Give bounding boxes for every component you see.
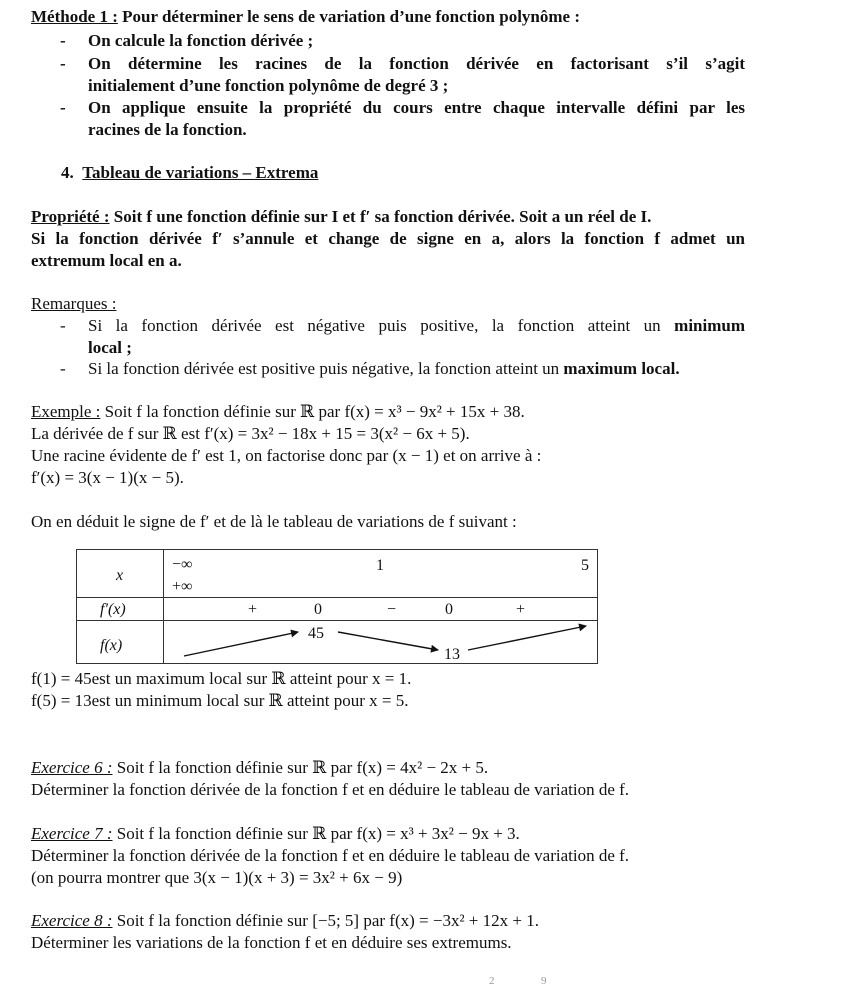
exemple-line-2: La dérivée de f sur ℝ est f′(x) = 3x² − 18x + 15 = 3(x² − 6x + 5).: [31, 424, 470, 443]
methode-label: Méthode 1 :: [31, 7, 118, 26]
exemple-line-3: Une racine évidente de f′ est 1, on factorise donc par (x − 1) et on arrive à :: [31, 446, 542, 465]
cutoff-glyph-b: 9: [541, 975, 547, 987]
table-local-max: 45: [308, 625, 324, 642]
exercice-7-label: Exercice 7 :: [31, 824, 113, 843]
remarque-2-text: Si la fonction dérivée est positive puis négative, la fonction atteint un: [88, 359, 564, 378]
methode-bullet-3: On applique ensuite la propriété du cours entre chaque intervalle défini par les: [88, 98, 745, 117]
table-sign-minus: −: [387, 601, 397, 618]
methode-title: Pour déterminer le sens de variation d’une fonction polynôme :: [117, 7, 581, 26]
exercice-6-text: Soit f la fonction définie sur ℝ par f(x) = 4x² − 2x + 5.: [112, 758, 489, 777]
exercice-8-line-2: Déterminer les variations de la fonction f et en déduire ses extremums.: [31, 933, 512, 952]
bullet-dash: -: [60, 98, 66, 117]
exercice-7-line-3: (on pourra montrer que 3(x − 1)(x + 3) = 3x² + 6x − 9): [31, 868, 403, 887]
variation-table: [76, 549, 598, 664]
exemple-text-1: Soit f la fonction définie sur ℝ par f(x) = x³ − 9x² + 15x + 38.: [100, 402, 525, 421]
exercice-7-text: Soit f la fonction définie sur ℝ par f(x) = x³ + 3x² − 9x + 3.: [112, 824, 520, 843]
propriete-line-1: [31, 206, 745, 228]
table-plus-infinity: +∞: [172, 578, 193, 595]
table-sign-plus-1: +: [248, 601, 258, 618]
propriete-label: Propriété :: [31, 207, 110, 226]
remarques-label: Remarques :: [31, 294, 117, 313]
exemple-line-4: f′(x) = 3(x − 1)(x − 5).: [31, 468, 184, 487]
methode-bullet-1: On calcule la fonction dérivée ;: [88, 31, 314, 50]
methode-bullet-3-cont: racines de la fonction.: [88, 120, 247, 139]
section-number: 4.: [61, 163, 74, 182]
table-local-min: 13: [444, 646, 460, 663]
table-minus-infinity: −∞: [172, 556, 193, 573]
table-x-value-5: 5: [581, 557, 589, 574]
table-zero-1: 0: [314, 601, 322, 618]
methode-bullet-2: On détermine les racines de la fonction dérivée en factorisant s’il s’agit: [88, 54, 745, 73]
bullet-dash: -: [60, 359, 66, 378]
remarque-2-bold: maximum local.: [563, 359, 680, 378]
bullet-dash: -: [60, 54, 66, 73]
methode-bullet-2-cont: initialement d’une fonction polynôme de degré 3 ;: [88, 76, 449, 95]
table-label-f: f(x): [100, 637, 123, 654]
section-title: Tableau de variations – Extrema: [82, 163, 319, 182]
exercice-6-line-1: [31, 757, 488, 779]
propriete-line-2: Si la fonction dérivée f′ s’annule et change de signe en a, alors la fonction f admet un: [31, 229, 745, 248]
table-sign-plus-2: +: [516, 601, 526, 618]
methode-heading: [31, 6, 580, 28]
propriete-text-1: Soit f une fonction définie sur I et f′ sa fonction dérivée. Soit a un réel de I.: [109, 207, 652, 226]
table-label-fprime: f′(x): [100, 601, 126, 618]
exemple-line-1: [31, 401, 525, 423]
remarque-1-text: Si la fonction dérivée est négative puis positive, la fonction atteint un: [88, 316, 675, 335]
arrow-increasing-1: [184, 632, 298, 656]
table-x-value-1: 1: [376, 557, 384, 574]
conclusion-min: f(5) = 13est un minimum local sur ℝ atteint pour x = 5.: [31, 691, 409, 710]
section-heading: [61, 162, 318, 184]
exercice-7-line-2: Déterminer la fonction dérivée de la fonction f et en déduire le tableau de variation de f.: [31, 846, 630, 865]
exercice-8-text: Soit f la fonction définie sur [−5; 5] par f(x) = −3x² + 12x + 1.: [112, 911, 539, 930]
remarque-1-cont: local ;: [88, 338, 132, 357]
bullet-dash: -: [60, 31, 66, 50]
remarque-1: [88, 315, 745, 337]
table-label-x: x: [116, 567, 124, 584]
exercice-7-line-1: [31, 823, 520, 845]
remarque-1-bold: minimum: [674, 316, 745, 335]
exercice-6-label: Exercice 6 :: [31, 758, 113, 777]
exercice-8-label: Exercice 8 :: [31, 911, 113, 930]
arrow-increasing-2: [468, 626, 586, 650]
propriete-line-3: extremum local en a.: [31, 251, 182, 270]
exercice-8-line-1: [31, 910, 539, 932]
table-zero-2: 0: [445, 601, 453, 618]
arrow-decreasing: [338, 632, 438, 650]
conclusion-max: f(1) = 45est un maximum local sur ℝ atteint pour x = 1.: [31, 669, 412, 688]
remarque-2: [88, 358, 680, 380]
bullet-dash: -: [60, 316, 66, 335]
exemple-line-5: On en déduit le signe de f′ et de là le tableau de variations de f suivant :: [31, 512, 517, 531]
cutoff-glyph-a: 2: [489, 975, 495, 987]
exemple-label: Exemple :: [31, 402, 101, 421]
exercice-6-line-2: Déterminer la fonction dérivée de la fonction f et en déduire le tableau de variation de f.: [31, 780, 630, 799]
variation-arrows: [76, 549, 598, 664]
